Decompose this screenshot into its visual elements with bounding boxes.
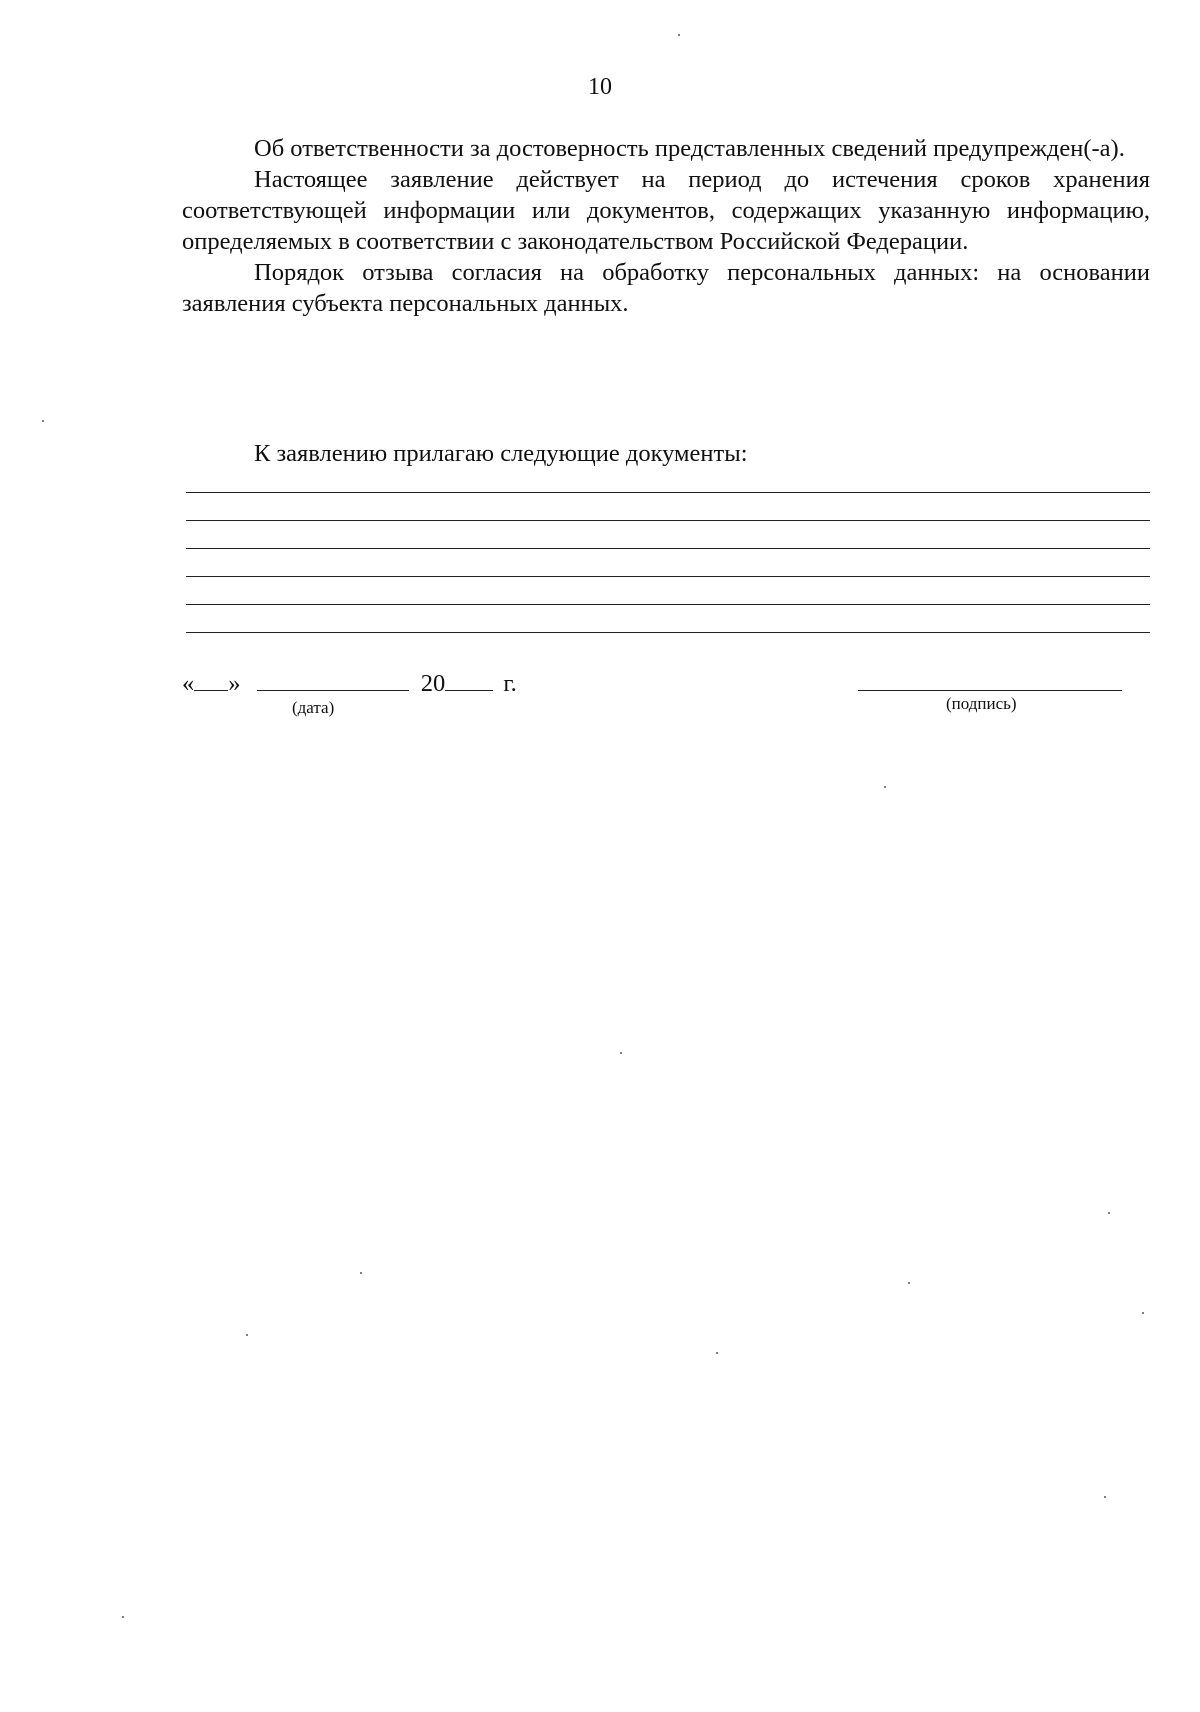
validity-paragraph: Настоящее заявление действует на период до истечения сроков хранения соответствующей информации или документов, содержащих указанную информацию, определяемых в соответствии с законодательством Российской Федерации. [182, 166, 1150, 255]
scan-speck [908, 1282, 910, 1284]
signature-line[interactable] [858, 690, 1122, 691]
scan-speck [360, 1272, 362, 1274]
withdrawal-paragraph: Порядок отзыва согласия на обработку персональных данных: на основании заявления субъекта персональных данных. [182, 259, 1150, 317]
scan-speck [1108, 1212, 1110, 1214]
scan-speck [716, 1352, 718, 1354]
attachment-line[interactable] [186, 604, 1150, 605]
year-blank[interactable] [445, 668, 493, 691]
scan-speck [246, 1334, 248, 1336]
attachment-line[interactable] [186, 492, 1150, 493]
attachments-label: К заявлению прилагаю следующие документы: [254, 440, 748, 467]
date-caption: (дата) [292, 698, 335, 717]
attachment-line[interactable] [186, 576, 1150, 577]
signature-caption: (подпись) [946, 694, 1017, 713]
page-number: 10 [588, 74, 612, 100]
scan-speck [122, 1616, 124, 1618]
responsibility-paragraph: Об ответственности за достоверность представленных сведений предупрежден(-а). [254, 135, 1125, 162]
attachment-line[interactable] [186, 520, 1150, 521]
year-suffix: г. [503, 670, 517, 697]
scan-speck [1142, 1312, 1144, 1314]
close-quote: » [228, 670, 241, 697]
scan-speck [620, 1052, 622, 1054]
scan-speck [42, 420, 44, 422]
scan-speck [884, 786, 886, 788]
scan-speck [678, 34, 680, 36]
date-field [182, 668, 517, 698]
year-prefix: 20 [420, 670, 446, 697]
month-blank[interactable] [257, 668, 409, 691]
attachment-line[interactable] [186, 548, 1150, 549]
body-text [182, 133, 1150, 319]
attachment-line[interactable] [186, 632, 1150, 633]
open-quote: « [182, 670, 195, 697]
day-blank[interactable] [194, 668, 228, 691]
scan-speck [1104, 1496, 1106, 1498]
